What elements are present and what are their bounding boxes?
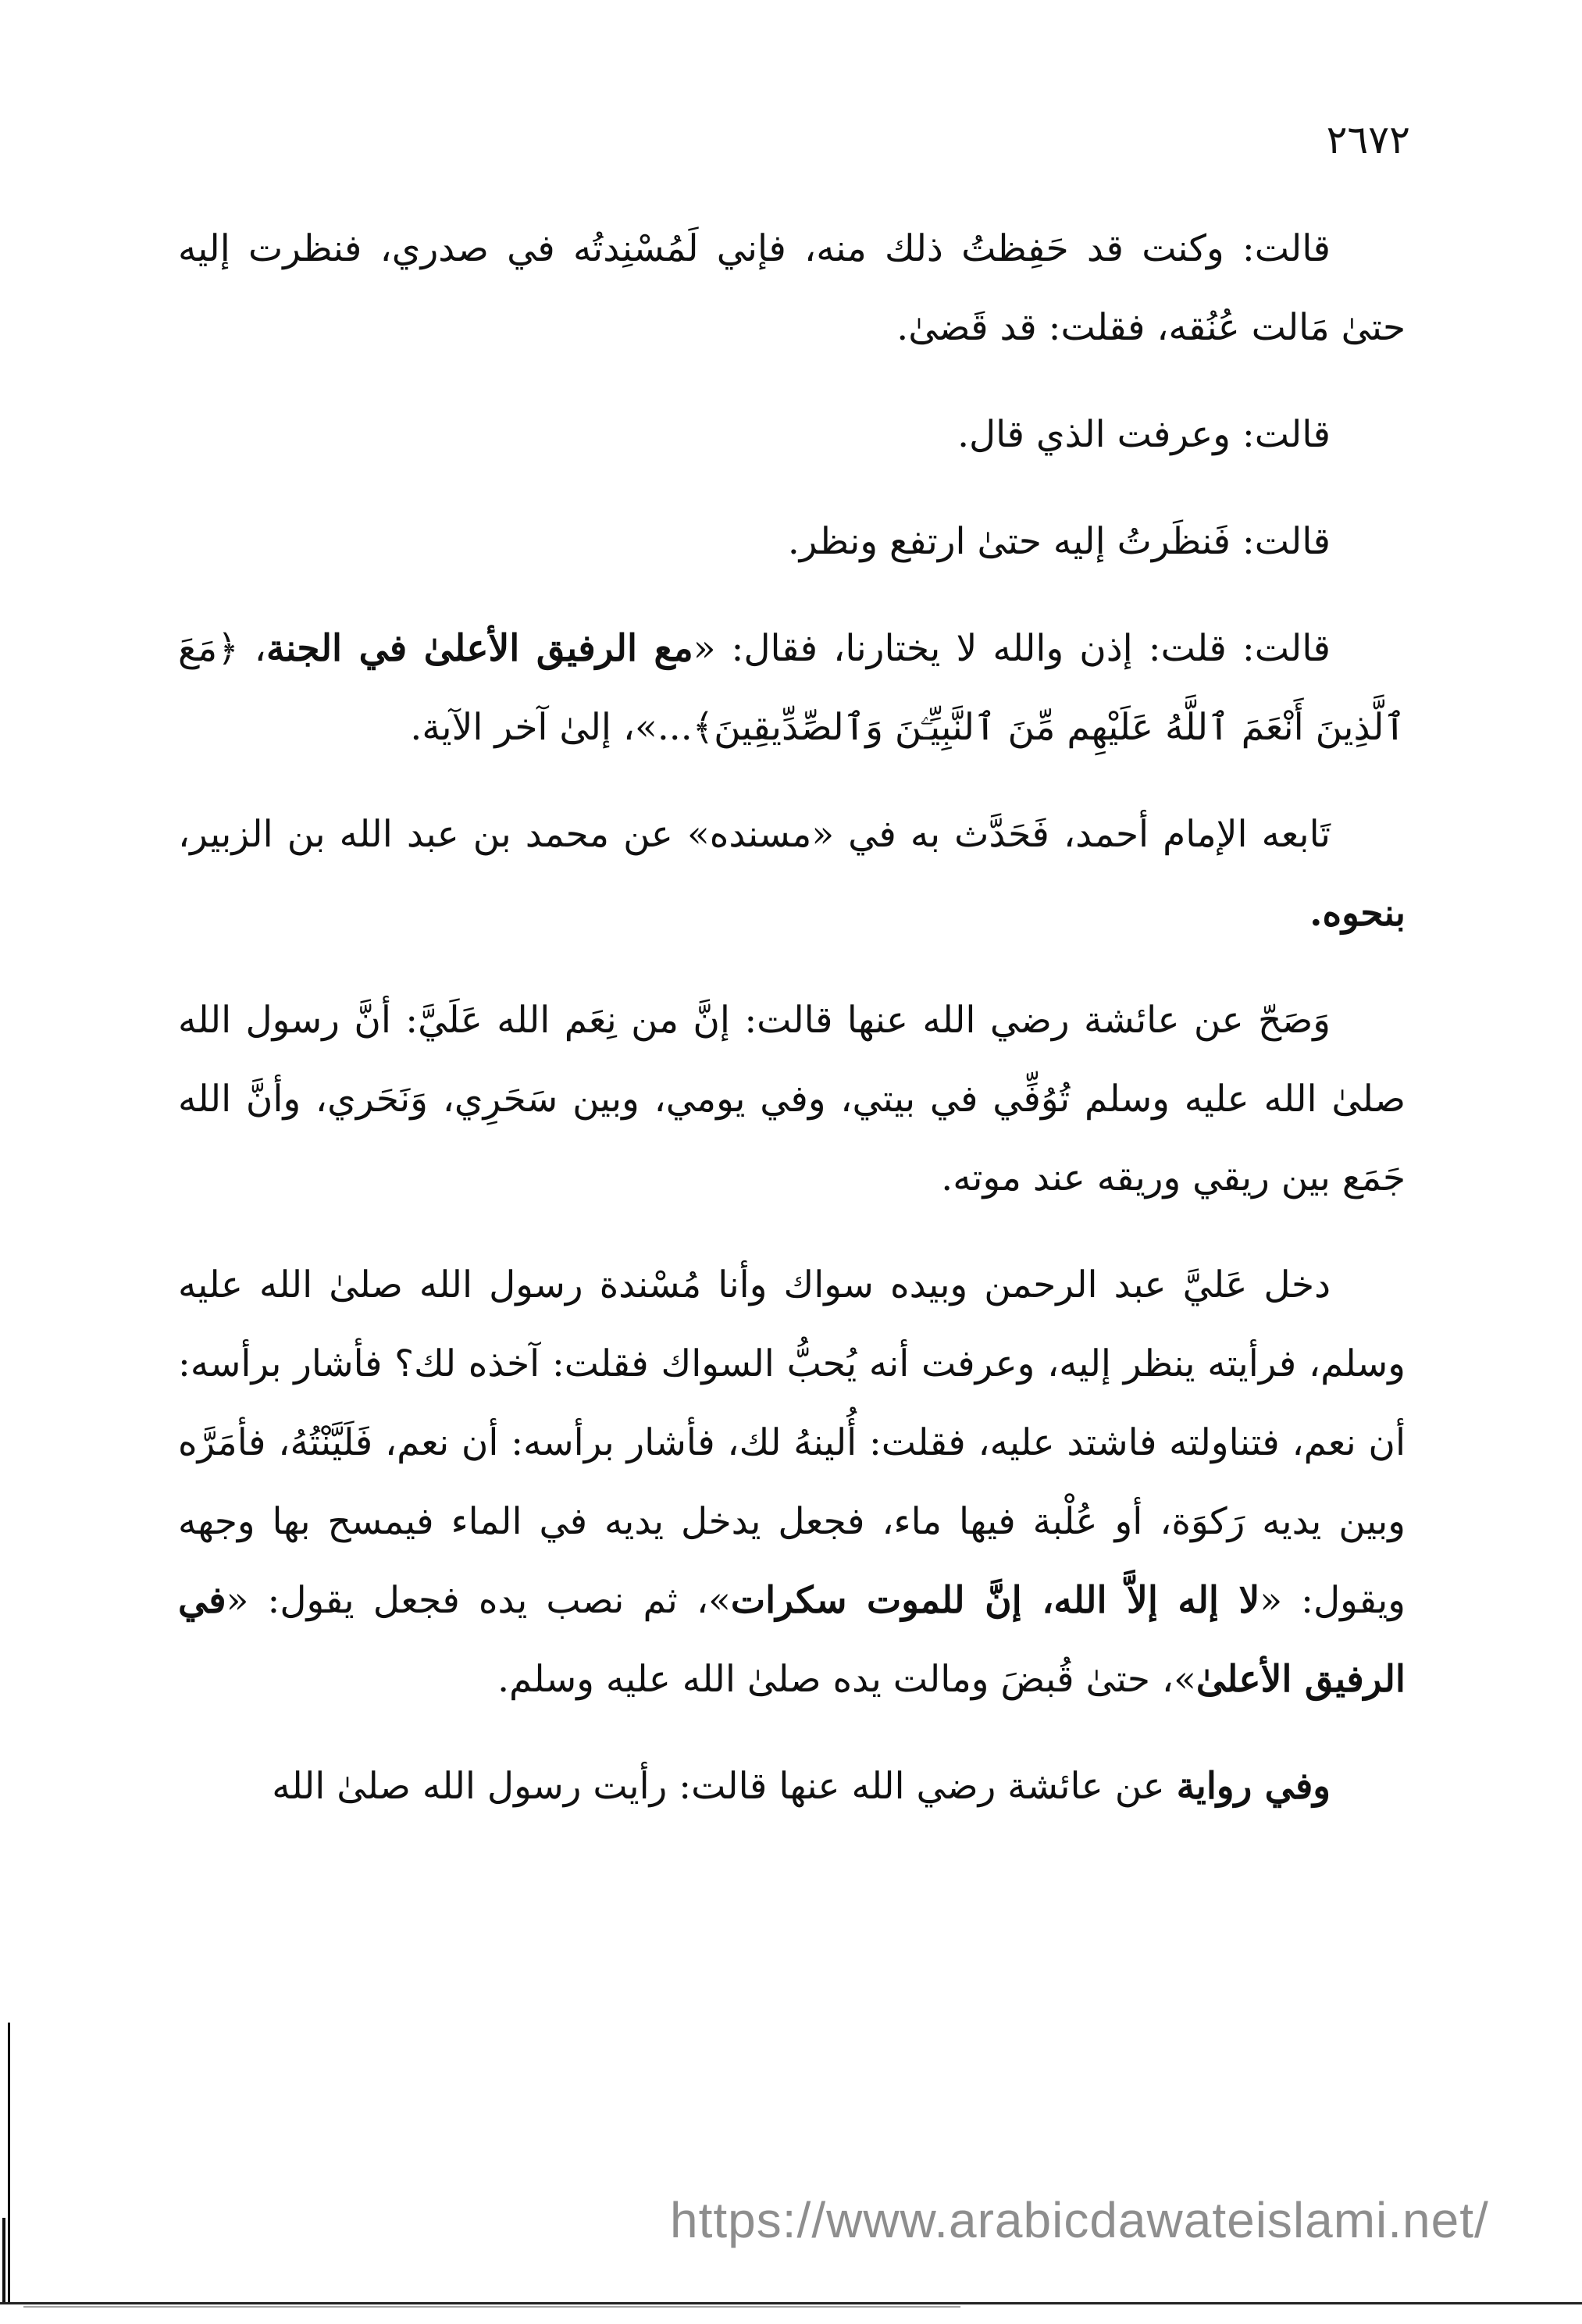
page-number: ٢٦٧٢ bbox=[1326, 117, 1410, 162]
paragraph-5-text: تَابعه الإمام أحمد، فَحَدَّث به في «مسنده» عن محمد بن عبد الله بن الزبير، bbox=[178, 813, 1331, 856]
paragraph-4-ending: ...»، إلىٰ آخر الآية. bbox=[410, 706, 693, 749]
paragraph-1: قالت: وكنت قد حَفِظتُ ذلك منه، فإني لَمُسْنِدتُه في صدري، فنظرت إليه حتىٰ مَالت عُنُقه، فقلت: قد قَضىٰ. bbox=[178, 227, 1406, 349]
paragraph-6: وَصَحّ عن عائشة رضي الله عنها قالت: إنَّ من نِعَم الله عَلَيَّ: أنَّ رسول الله صلىٰ الله عليه وسلم تُوُفِّي في بيتي، وفي يومي، وبين سَحَرِي، وَنَحَري، وأنَّ الله جَمَع بين ريقي وريقه عند موته. bbox=[178, 999, 1406, 1199]
paragraph-3: قالت: فَنظَرتُ إليه حتىٰ ارتفع ونظر. bbox=[787, 520, 1331, 563]
paragraph-7-part-1: دخل عَليَّ عبد الرحمن وبيده سواك وأنا مُسْندة رسول الله صلىٰ الله عليه وسلم، فرأيته ينظر إليه، وعرفت أنه يُحبُّ السواك فقلت: آخذه لك؟ فأشار برأسه: أن نعم، فتناولته فاشتد عليه، فقلت: أُلينهُ لك، فأشار برأسه: أن نعم، فَلَيَّنْتُهُ، فأمَرَّه وبين يديه رَكوَة، أو عُلْبة فيها ماء، فجعل يدخل يديه في الماء فيمسح بها وجهه ويقول: « bbox=[178, 1264, 1406, 1622]
quran-verse: ، ﴿مَعَ ٱلَّذِينَ أَنْعَمَ ٱللَّهُ عَلَيْهِم مِّنَ ٱلنَّبِيِّـۧنَ وَٱلصِّدِّيقِينَ﴾ bbox=[178, 627, 1406, 749]
paragraph-4-intro: قالت: قلت: إذن والله لا يختارنا، فقال: « bbox=[693, 627, 1331, 670]
paragraph-7 bbox=[178, 1246, 1406, 1719]
paragraph-5-bold: بنحوه. bbox=[1309, 892, 1406, 935]
paragraph-8 bbox=[178, 1747, 1406, 1826]
body-text bbox=[178, 209, 1406, 1854]
paragraph-4-bold-phrase: مع الرفيق الأعلىٰ في الجنة bbox=[265, 627, 693, 670]
paragraph-5 bbox=[178, 795, 1406, 953]
bottom-scan-edge bbox=[0, 2302, 1582, 2304]
paragraph-8-bold: وفي رواية bbox=[1176, 1765, 1331, 1808]
paragraph-8-text: عن عائشة رضي الله عنها قالت: رأيت رسول الله صلىٰ الله bbox=[272, 1765, 1177, 1808]
paragraph-7-part-3: »، حتىٰ قُبضَ ومالت يده صلىٰ الله عليه وسلم. bbox=[497, 1658, 1196, 1701]
paragraph-2: قالت: وعرفت الذي قال. bbox=[957, 413, 1331, 456]
paragraph-7-part-2: »، ثم نصب يده فجعل يقول: « bbox=[226, 1579, 731, 1622]
scan-edge-mark bbox=[8, 2023, 10, 2304]
paragraph-7-bold-2: في الرفيق الأعلىٰ bbox=[178, 1579, 1406, 1701]
paragraph-4 bbox=[178, 609, 1406, 767]
paragraph-7-bold-1: لا إله إلاَّ الله، إنَّ للموت سكرات bbox=[730, 1579, 1260, 1622]
watermark-url: https://www.arabicdawateislami.net/ bbox=[670, 2192, 1489, 2248]
